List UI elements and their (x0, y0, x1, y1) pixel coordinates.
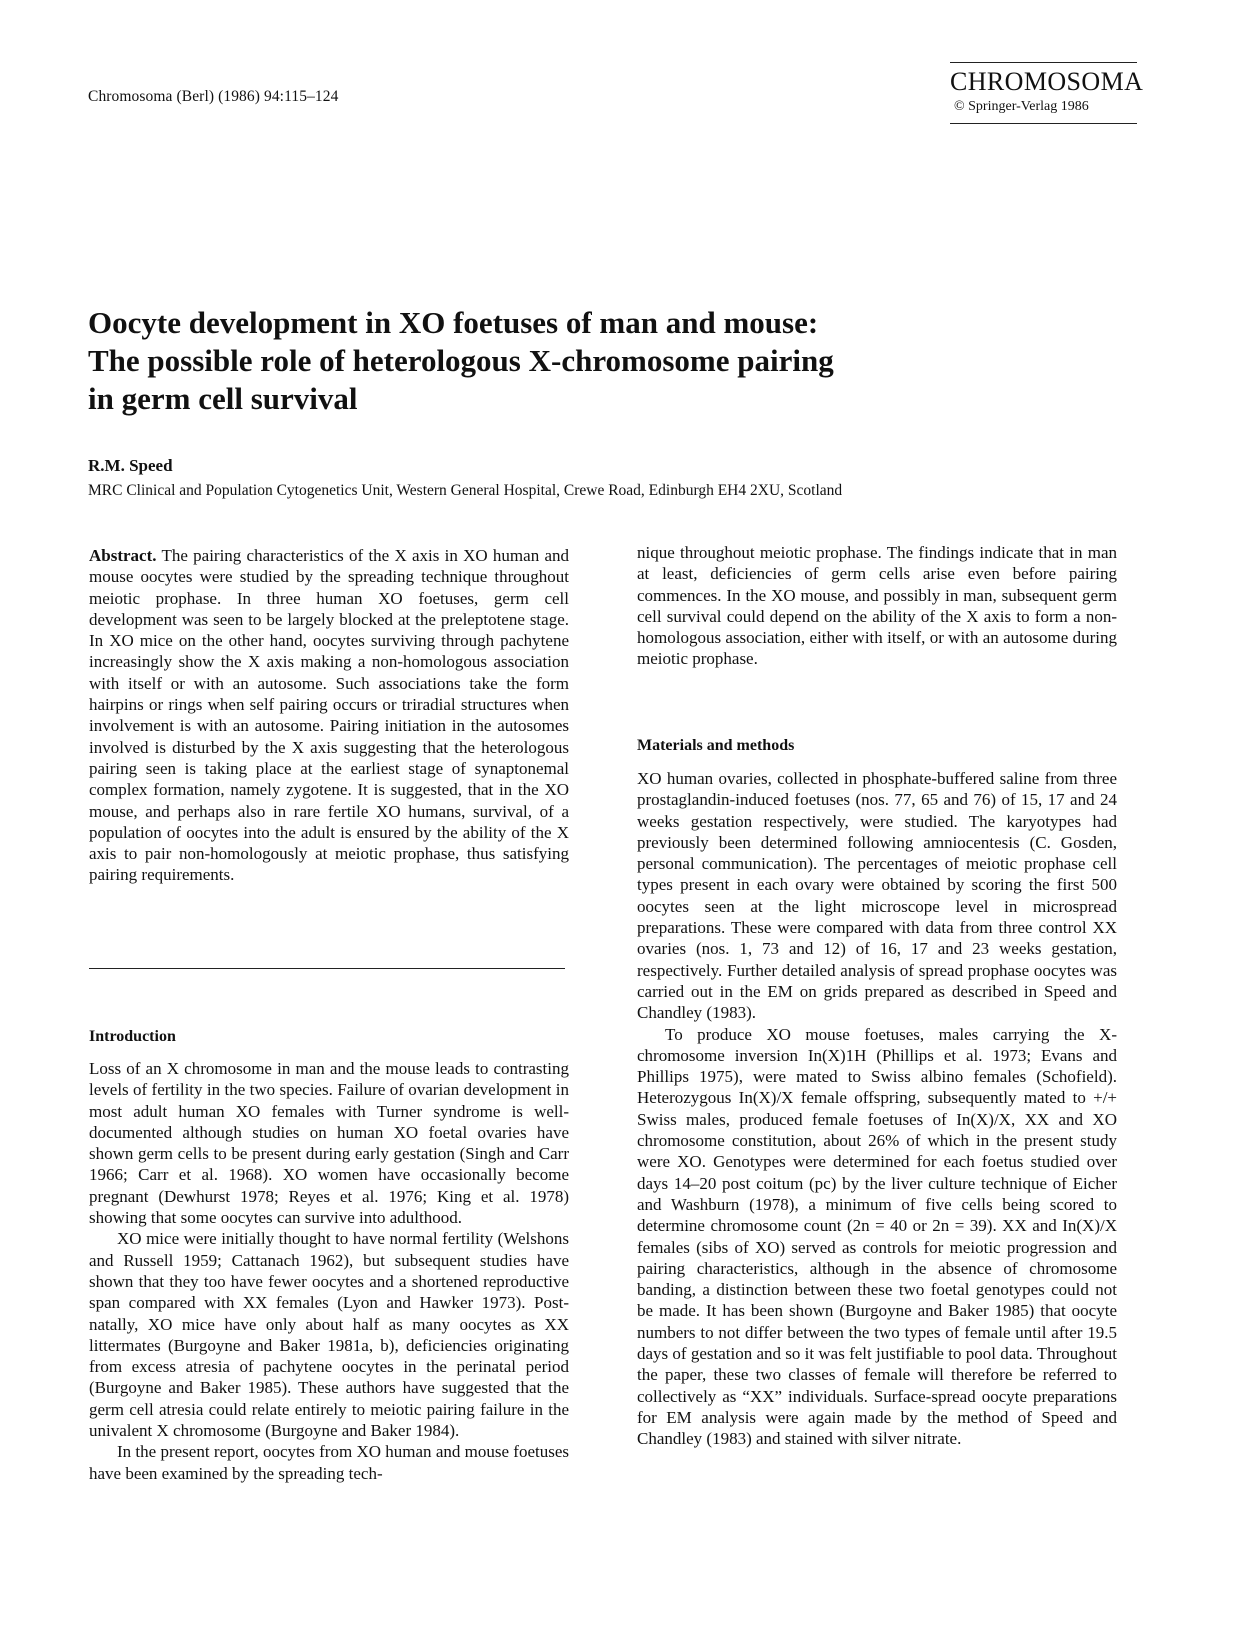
body-paragraph: XO mice were initially thought to have normal fertility (Welshons and Russell 1959; Cattanach 1962), but subsequent studies have shown that they too have fewer oocytes and a shortened reproductive span compared with XX females (Lyon and Hawker 1973). Post-natally, XO mice have only about half as many oocytes as XX littermates (Burgoyne and Baker 1981a, b), deficiencies originating from excess atresia of pachytene oocytes in the perinatal period (Burgoyne and Baker 1985). These authors have suggested that the germ cell atresia could relate entirely to meiotic pairing failure in the univalent X chromosome (Burgoyne and Baker 1984). (89, 1229, 569, 1441)
article-title (88, 304, 988, 418)
author-name: R.M. Speed (88, 456, 173, 475)
running-head: Chromosoma (Berl) (1986) 94:115–124 (88, 88, 339, 105)
copyright-notice: © Springer-Verlag 1986 (954, 99, 1089, 114)
methods-heading: Materials and methods (637, 737, 795, 754)
abstract-text: The pairing characteristics of the X axis in XO human and mouse oocytes were studied by the spreading technique throughout meiotic prophase. In three human XO foetuses, germ cell development was seen to be largely blocked at the preleptotene stage. In XO mice on the other hand, oocytes surviving through pachytene increasingly show the X axis making a non-homologous association with itself or with an autosome. Such associations take the form hairpins or rings when self pairing occurs or triradial structures when involvement is with an autosome. Pairing initiation in the autosomes involved is disturbed by the X axis suggesting that the heterologous pairing seen is taking place at the earliest stage of synaptonemal complex formation, namely zygotene. It is suggested, that in the XO mouse, and perhaps also in rare fertile XO humans, survival, of a population of oocytes into the adult is ensured by the ability of the X axis to pair non-homologously at meiotic prophase, thus satisfying pairing requirements. (89, 546, 569, 885)
title-line: The possible role of heterologous X-chromosome pairing (88, 343, 834, 378)
introduction-body (89, 1058, 569, 1484)
journal-name: CHROMOSOMA (950, 67, 1144, 96)
abstract-paragraph (89, 545, 569, 886)
body-paragraph: Loss of an X chromosome in man and the mouse leads to contrasting levels of fertility in the two species. Failure of ovarian development in most adult human XO females with Turner syndrome is well-documented although studies on human XO foetal ovaries have shown germ cells to be present during early gestation (Singh and Carr 1966; Carr et al. 1968). XO women have occasionally become pregnant (Dewhurst 1978; Reyes et al. 1976; King et al. 1978) showing that some oocytes can survive into adulthood. (89, 1059, 569, 1228)
body-paragraph: In the present report, oocytes from XO human and mouse foetuses have been examined by the spreading tech- (89, 1442, 569, 1483)
body-paragraph: nique throughout meiotic prophase. The findings indicate that in man at least, deficiencies of germ cells arise even before pairing commences. In the XO mouse, and possibly in man, subsequent germ cell survival could depend on the ability of the X axis to form a non-homologous association, either with itself, or with an autosome during meiotic prophase. (637, 543, 1117, 669)
journal-masthead (950, 62, 1144, 124)
title-line: in germ cell survival (88, 381, 358, 416)
methods-body (637, 768, 1117, 1450)
section-divider (89, 968, 565, 969)
body-paragraph: To produce XO mouse foetuses, males carrying the X-chromosome inversion In(X)1H (Phillips et al. 1973; Evans and Phillips 1975), were mated to Swiss albino females (Schofield). Heterozygous In(X)/X female offspring, subsequently mated to +/+ Swiss males, produced female foetuses of In(X)/X, XX and XO chromosome constitution, about 26% of which in the present study were XO. Genotypes were determined for each foetus studied over days 14–20 post coitum (pc) by the liver culture technique of Eicher and Washburn (1978), a minimum of five cells being scored to determine chromosome count (2n = 40 or 2n = 39). XX and In(X)/X females (sibs of XO) served as controls for meiotic progression and pairing characteristics, although in the absence of chromosome banding, a distinction between these two foetal genotypes could not be made. It has been shown (Burgoyne and Baker 1985) that oocyte numbers to not differ between the two types of female until after 19.5 days of gestation and so it was felt justifiable to pool data. Throughout the paper, these two classes of female will therefore be referred to collectively as “XX” individuals. Surface-spread oocyte preparations for EM analysis were again made by the method of Speed and Chandley (1983) and stained with silver nitrate. (637, 1024, 1117, 1449)
introduction-heading: Introduction (89, 1028, 176, 1045)
author-affiliation: MRC Clinical and Population Cytogenetics Unit, Western General Hospital, Crewe Road, Edinburgh EH4 2XU, Scotland (88, 482, 843, 499)
abstract (89, 545, 569, 886)
title-line: Oocyte development in XO foetuses of man and mouse: (88, 305, 819, 340)
abstract-continuation (637, 542, 1117, 670)
abstract-label: Abstract. (89, 546, 157, 565)
body-paragraph: XO human ovaries, collected in phosphate-buffered saline from three prostaglandin-induced foetuses (nos. 77, 65 and 76) of 15, 17 and 24 weeks gestation respectively, were studied. The karyotypes had previously been determined following amniocentesis (C. Gosden, personal communication). The percentages of meiotic prophase cell types present in each ovary were obtained by scoring the first 500 oocytes seen at the light microscope level in microspread preparations. These were compared with data from three control XX ovaries (nos. 1, 73 and 12) of 16, 17 and 23 weeks gestation, respectively. Further detailed analysis of spread prophase oocytes was carried out in the EM on grids prepared as described in Speed and Chandley (1983). (637, 769, 1117, 1023)
